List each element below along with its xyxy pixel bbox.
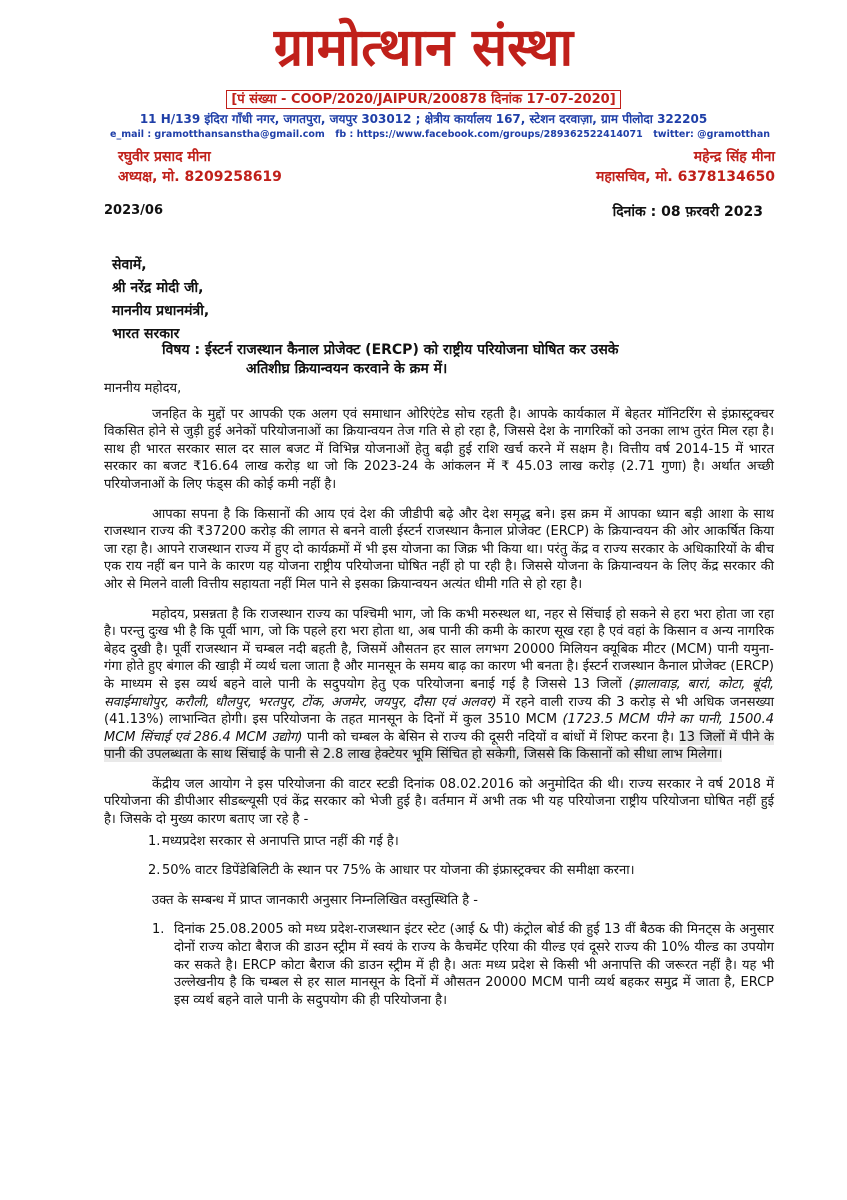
twitter-text: twitter: @gramotthan bbox=[653, 129, 770, 140]
list-text: मध्यप्रदेश सरकार से अनापत्ति प्राप्त नहीं की गई है। bbox=[162, 833, 399, 849]
highlighted-text: 13 जिलों में पीने के पानी की उपलब्धता के साथ सिंचाई के पानी से 2.8 लाख हेक्टेयर भूमि सिंचित हो सकेगी, जिससे कि किसानों को सीधा लाभ मिलेगा। bbox=[104, 729, 775, 763]
president-block bbox=[118, 147, 282, 187]
addressee-line: माननीय प्रधानमंत्री, bbox=[112, 303, 210, 319]
secretary-title: महासचिव, मो. 6378134650 bbox=[596, 169, 775, 185]
facebook-text: fb : https://www.facebook.com/groups/289362522414071 bbox=[335, 129, 643, 140]
list-number: 1. bbox=[148, 833, 161, 849]
contact-line bbox=[110, 129, 770, 141]
registration-text: [पं संख्या - COOP/2020/JAIPUR/200878 दिनांक 17-07-2020] bbox=[226, 90, 620, 109]
addressee-line: श्री नरेंद्र मोदी जी, bbox=[112, 280, 204, 296]
subject-line: विषय : ईस्टर्न राजस्थान कैनाल प्रोजेक्ट (ERCP) को राष्ट्रीय परियोजना घोषित कर उसके bbox=[162, 342, 619, 358]
president-name: रघुवीर प्रसाद मीना bbox=[118, 149, 211, 165]
list-number: 2. bbox=[148, 863, 161, 879]
paragraph: आपका सपना है कि किसानों की आय एवं देश की जीडीपी बढ़े और देश समृद्ध बने। इस क्रम में आपका ध्यान बड़ी आशा के साथ राजस्थान राज्य की ₹37200 करोड़ की लागत से बनने वाली ईस्टर्न राजस्थान कैनाल प्रोजेक्ट (ERCP) के क्रियान्वयन की ओर आकर्षित किया जा रहा है। आपने राजस्थान राज्य में हुए दो कार्यक्रमों में भी इस योजना का जिक्र भी किया था। परंतु केंद्र व राज्य सरकार के अधिकारियों के बीच एक राय नहीं बन पाने के कारण यह योजना राष्ट्रीय परियोजना घोषित नहीं हो पा रही है। जिससे योजना के क्रियान्वयन के लिए केंद्र सरकार की ओर से मिलने वाली वित्तीय सहायता नहीं मिल पाने से इसका क्रियान्वयन अत्यंत धीमी गति से हो रहा है। bbox=[104, 506, 774, 592]
list-item bbox=[104, 862, 774, 880]
salutation: माननीय महोदय, bbox=[104, 381, 182, 396]
paragraph-text: में रहने वाली राज्य की 3 करोड़ से भी अधिक जनसख्या (41.13%) लाभान्वित होगी। इस परियोजना के तहत मानसून के दिनों में कुल 3510 MCM bbox=[104, 694, 775, 728]
organization-name: ग्रामोत्थान संस्था bbox=[273, 17, 574, 78]
paragraph: जनहित के मुद्दों पर आपकी एक अलग एवं समाधान ओरिएंटेड सोच रहती है। आपके कार्यकाल में बेहतर मॉनिटरिंग से इंफ्रास्ट्रक्चर विकसित होने से जुड़ी हुई अनेकों परियोजनाओं का क्रियान्वयन तेज गति से हो रहा है, जिससे देश के नागरिकों को उनका लाभ तुरंत मिल रहा है। साथ ही भारत सरकार साल दर साल बजट में विभिन्न योजनाओं हेतु बढ़ी हुई राशि खर्च करने में सक्षम है। वित्तीय वर्ष 2014-15 में भारत सरकार का बजट ₹16.64 लाख करोड़ था जो कि 2023-24 के आंकलन में ₹ 45.03 लाख करोड़ (2.71 गुणा) है। अर्थात अच्छी परियोजनाओं के लिए फंड्स की कोई कमी नहीं है। bbox=[104, 406, 774, 492]
address-line: 11 H/139 इंदिरा गाँधी नगर, जगतपुरा, जयपुर 303012 ; क्षेत्रीय कार्यालय 167, स्टेशन दरवाज़ा, ग्राम पीलोदा 322205 bbox=[139, 112, 708, 126]
list-text: 50% वाटर डिपेंडेबिलिटी के स्थान पर 75% के आधार पर योजना की इंफ्रास्ट्रक्चर की समीक्षा करना। bbox=[162, 863, 635, 879]
president-title: अध्यक्ष, मो. 8209258619 bbox=[118, 169, 282, 185]
paragraph-text: महोदय, प्रसन्नता है कि राजस्थान राज्य का पश्चिमी भाग, जो कि कभी मरुस्थल था, नहर से सिंचाई हो सकने से हरा भरा होता जा रहा है। परन्तु दुःख भी है कि पूर्वी भाग, जो कि पहले हरा भरा होता था, अब पानी की कमी के कारण सूख रहा है एवं वहां के किसान व अन्य नागरिक बेहद दुखी है। पूर्वी राजस्थान में चम्बल नदी बहती है, जिसमें औसतन हर साल लगभग 20000 मिलियन क्यूबिक मीटर (MCM) पानी यमुना-गंगा होते हुए बंगाल की खाड़ी में व्यर्थ चला जाता है और मानसून के समय बाढ़ का कारण भी बनता है। ईस्टर्न राजस्थान कैनाल प्रोजेक्ट (ERCP) के माध्यम से इस व्यर्थ बहने वाले पानी के सदुपयोग हेतु एक परियोजना बनाई गई है जिससे 13 जिलों bbox=[104, 606, 774, 692]
addressee-line: सेवामें, bbox=[112, 257, 147, 273]
subject-line: अतिशीघ्र क्रियान्वयन करवाने के क्रम में। bbox=[246, 361, 448, 377]
letter-body bbox=[104, 380, 774, 1021]
reference-number: 2023/06 bbox=[104, 203, 164, 218]
secretary-name: महेन्द्र सिंह मीना bbox=[693, 149, 775, 165]
list-item bbox=[104, 921, 774, 1009]
list-item bbox=[104, 833, 774, 851]
district-list: (झालावाड़, बारां, कोटा, बूंदी, सवाईमाधोपुर, करौली, धौलपुर, भरतपुर, टोंक, अजमेर, जयपुर, दौसा एवं अलवर) bbox=[104, 676, 774, 710]
registration-line bbox=[0, 92, 847, 108]
email-text: e_mail : gramotthansanstha@gmail.com bbox=[110, 129, 325, 140]
paragraph: उक्त के सम्बन्ध में प्राप्त जानकारी अनुसार निम्नलिखित वस्तुस्थिति है - bbox=[152, 892, 478, 908]
letter-date: दिनांक : 08 फ़रवरी 2023 bbox=[612, 204, 763, 220]
facts-list bbox=[104, 921, 774, 1009]
water-breakup: (1723.5 MCM पीने का पानी, 1500.4 MCM सिंचाई एवं 286.4 MCM उद्योग) bbox=[104, 712, 774, 745]
addressee-line: भारत सरकार bbox=[112, 326, 180, 342]
subject-block bbox=[162, 341, 782, 379]
paragraph-text: पानी को चम्बल के बेसिन से राज्य की दूसरी नदियों व बांधों में शिफ्ट करना है। bbox=[306, 729, 675, 745]
secretary-block bbox=[596, 147, 775, 187]
list-text: दिनांक 25.08.2005 को मध्य प्रदेश-राजस्थान इंटर स्टेट (आई & पी) कंट्रोल बोर्ड की हुई 13 वीं बैठक की मिनट्स के अनुसार दोनों राज्य कोटा बैराज की डाउन स्ट्रीम में स्वयं के राज्य के कैचमेंट एरिया की यील्ड एवं दूसरे राज्य की 10% यील्ड का उपयोग कर सकते है। ERCP कोटा बैराज की डाउन स्ट्रीम में ही है। अतः मध्य प्रदेश से किसी भी अनापत्ति की जरूरत नहीं है। यह भी उल्लेखनीय है कि चम्बल से हर साल मानसून के दिनों में औसतन 20000 MCM पानी व्यर्थ बहकर समुद्र में जाता है, ERCP इस व्यर्थ बहने वाले पानी के सदुपयोग की ही परियोजना है। bbox=[174, 922, 774, 1008]
reasons-list bbox=[104, 833, 774, 880]
paragraph: केंद्रीय जल आयोग ने इस परियोजना की वाटर स्टडी दिनांक 08.02.2016 को अनुमोदित की थी। राज्य सरकार ने वर्ष 2018 में परियोजना की डीपीआर सीडब्ल्यूसी एवं केंद्र सरकार को भेजी हुई है। वर्तमान में अभी तक भी यह परियोजना राष्ट्रीय परियोजना घोषित नहीं हुई है। जिसके दो मुख्य कारण बताए जा रहे है - bbox=[104, 776, 774, 828]
paragraph bbox=[104, 606, 774, 764]
list-number: 1. bbox=[152, 922, 165, 938]
addressee-block bbox=[112, 254, 209, 346]
